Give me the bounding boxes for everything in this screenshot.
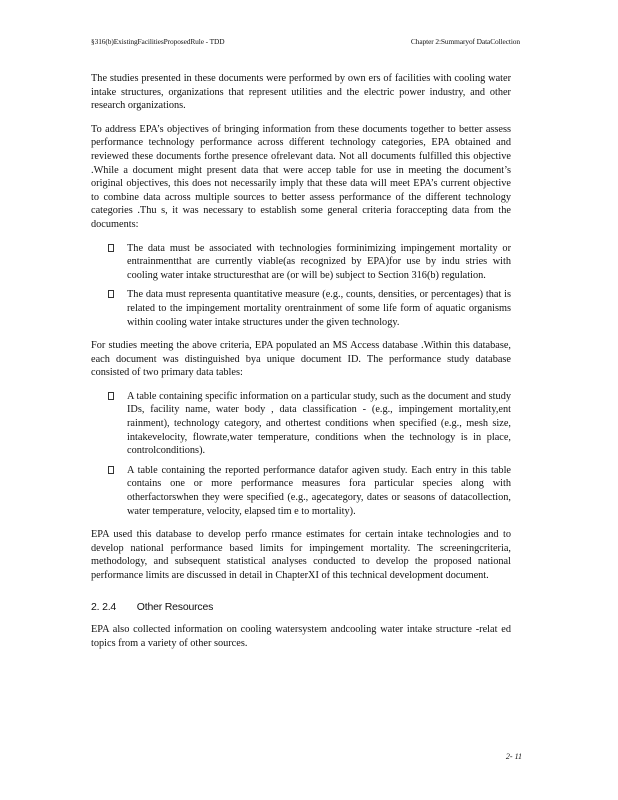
paragraph-usage: EPA used this database to develop perfo rmance estimates for certain intake technologies and to develop national performance based limits for impingement mortality. The screeningcriteria, methodology, and subsequent statistical analyses conducted to develop the proposed national performance limits are discussed in detail in ChapterXI of this technical development document. [91,529,511,581]
bullet-icon [108,466,114,474]
paragraph-database: For studies meeting the above criteria, EPA populated an MS Access database .Within this database, each document was distinguished bya unique document ID. The performance study database consisted of two primary data tables: [91,340,511,379]
list-item [91,464,511,518]
list-item-text: A table containing the reported performance datafor agiven study. Each entry in this table contains one or more performance measures fora particular species along with otherfactorswhen they were specified (e.g., agecategory, dates or seasons of datacollection, water temperature, velocity, elapsed tim e to mortality). [127,464,511,517]
paragraph-objectives: To address EPA’s objectives of bringing information from these documents together to better assess performance technology performance across different technology categories, EPA obtained and reviewed these documents forthe presence ofrelevant data. Not all documents fulfilled this objective .While a document might present data that were accep table for use in meeting the document’s original objectives, this does not necessarily imply that these data will meet EPA’s current objective to combine data across multiple sources to better assess performance of the different technology categories .Thu s, it was necessary to establish some general criteria foraccepting data from the documents: [91,123,511,230]
paragraph-intro: The studies presented in these documents were performed by own ers of facilities with cooling water intake structures, organizations that represent utilities and the electric power industry, and other research organizations. [91,73,511,112]
running-header [91,37,520,46]
list-item [91,288,511,329]
paragraph-other-resources: EPA also collected information on cooling watersystem andcooling water intake structure -relat ed topics from a variety of other sources. [91,624,511,649]
section-title: Other Resources [136,600,214,613]
page-number: 2- 11 [505,752,522,761]
list-item-text: The data must representa quantitative measure (e.g., counts, densities, or percentages) that is related to the impingement mortality orentrainment of some life form of aquatic organisms within cooling water intake structures under the given technology. [127,289,511,328]
list-item-text: The data must be associated with technologies forminimizing impingement mortality or entrainmentthat are currently viable(as recognized by EPA)for use by indu stries with cooling water intake structuresthat are (or will be) subject to Section 316(b) regulation. [127,242,511,281]
section-number: 2. 2.4 [91,600,117,613]
body-content [91,72,511,660]
bullet-icon [108,290,114,298]
list-item [91,390,511,458]
header-right: Chapter 2:Summaryof DataCollection [410,37,520,46]
tables-list [91,390,511,518]
header-left: §316(b)ExistingFacilitiesProposedRule - TDD [91,37,225,46]
section-heading [91,601,511,615]
bullet-icon [108,392,114,400]
bullet-icon [108,244,114,252]
list-item-text: A table containing specific information on a particular study, such as the document and study IDs, facility name, water body , data classification - (e.g., impingement mortality,ent rainment), technology category, and othertest conditions when specified (e.g., mesh size, intakevelocity, flowrate,water temperature, conditions when the technology is in place, controlconditions). [127,390,511,457]
list-item [91,242,511,283]
criteria-list [91,242,511,330]
